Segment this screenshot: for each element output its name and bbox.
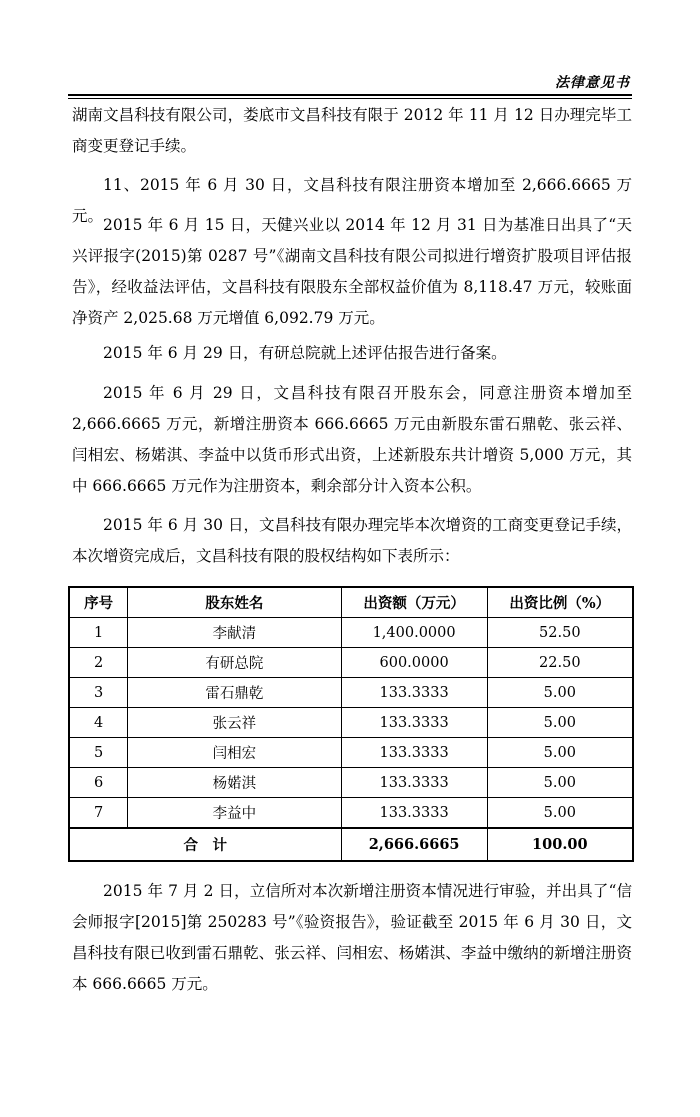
table-row: [69, 678, 633, 708]
cell-amount: 133.3333: [341, 768, 487, 798]
header-cell-shareholder: 股东姓名: [128, 587, 341, 618]
cell-amount: 133.3333: [341, 798, 487, 829]
paragraph-3: 2015 年 6 月 15 日，天健兴业以 2014 年 12 月 31 日为基准日出具了“天兴评报字(2015)第 0287 号”《湖南文昌科技有限公司拟进行增资扩股项目评估报告》，经收益法评估，文昌科技有限股东全部权益价值为 8,118.47 万元，较账面净资产 2,025.68 万元增值 6,092.79 万元。: [72, 216, 632, 327]
total-amount: 2,666.6665: [341, 828, 487, 861]
cell-amount: 1,400.0000: [341, 618, 487, 648]
cell-shareholder: 杨婼淇: [128, 768, 341, 798]
cell-index: 3: [69, 678, 128, 708]
cell-ratio: 52.50: [487, 618, 633, 648]
total-label: 合 计: [69, 828, 341, 861]
paragraph-6: 2015 年 6 月 30 日，文昌科技有限办理完毕本次增资的工商变更登记手续，本次增资完成后，文昌科技有限的股权结构如下表所示：: [72, 516, 632, 565]
table-row: [69, 768, 633, 798]
cell-amount: 600.0000: [341, 648, 487, 678]
document-header-title: 法律意见书: [555, 75, 630, 91]
header-cell-ratio: 出资比例（%）: [487, 587, 633, 618]
equity-structure-table: [68, 586, 634, 862]
paragraph-5: 2015 年 6 月 29 日，文昌科技有限召开股东会，同意注册资本增加至 2,666.6665 万元，新增注册资本 666.6665 万元由新股东雷石鼎乾、张云祥、闫相宏、杨婼淇、李益中以货币形式出资，上述新股东共计增资 5,000 万元，其中 666.6665 万元作为注册资本，剩余部分计入资本公积。: [72, 384, 632, 495]
cell-shareholder: 有研总院: [128, 648, 341, 678]
table-row: [69, 738, 633, 768]
cell-index: 6: [69, 768, 128, 798]
table-header-row: [69, 587, 633, 618]
paragraph-2: 11、2015 年 6 月 30 日，文昌科技有限注册资本增加至 2,666.6665 万元。: [72, 176, 632, 225]
paragraph-4: 2015 年 6 月 29 日，有研总院就上述评估报告进行备案。: [103, 344, 507, 362]
table-row: [69, 798, 633, 829]
paragraph-1: 湖南文昌科技有限公司，娄底市文昌科技有限于 2012 年 11 月 12 日办理完毕工商变更登记手续。: [72, 106, 632, 155]
header-divider: [68, 94, 632, 99]
paragraph-7: 2015 年 7 月 2 日，立信所对本次新增注册资本情况进行审验，并出具了“信会师报字[2015]第 250283 号”《验资报告》，验证截至 2015 年 6 月 30 日，文昌科技有限已收到雷石鼎乾、张云祥、闫相宏、杨婼淇、李益中缴纳的新增注册资本 666.6665 万元。: [72, 882, 632, 993]
cell-shareholder: 李献清: [128, 618, 341, 648]
table-row: [69, 708, 633, 738]
cell-ratio: 5.00: [487, 678, 633, 708]
cell-amount: 133.3333: [341, 708, 487, 738]
header-cell-index: 序号: [69, 587, 128, 618]
table-row: [69, 648, 633, 678]
cell-amount: 133.3333: [341, 678, 487, 708]
table-total-row: [69, 828, 633, 861]
cell-index: 2: [69, 648, 128, 678]
cell-amount: 133.3333: [341, 738, 487, 768]
cell-index: 1: [69, 618, 128, 648]
table-row: [69, 618, 633, 648]
cell-shareholder: 闫相宏: [128, 738, 341, 768]
cell-index: 7: [69, 798, 128, 829]
cell-ratio: 22.50: [487, 648, 633, 678]
cell-ratio: 5.00: [487, 738, 633, 768]
cell-shareholder: 张云祥: [128, 708, 341, 738]
cell-ratio: 5.00: [487, 708, 633, 738]
cell-shareholder: 李益中: [128, 798, 341, 829]
cell-ratio: 5.00: [487, 768, 633, 798]
cell-ratio: 5.00: [487, 798, 633, 829]
total-ratio: 100.00: [487, 828, 633, 861]
cell-shareholder: 雷石鼎乾: [128, 678, 341, 708]
header-cell-amount: 出资额（万元）: [341, 587, 487, 618]
cell-index: 4: [69, 708, 128, 738]
cell-index: 5: [69, 738, 128, 768]
